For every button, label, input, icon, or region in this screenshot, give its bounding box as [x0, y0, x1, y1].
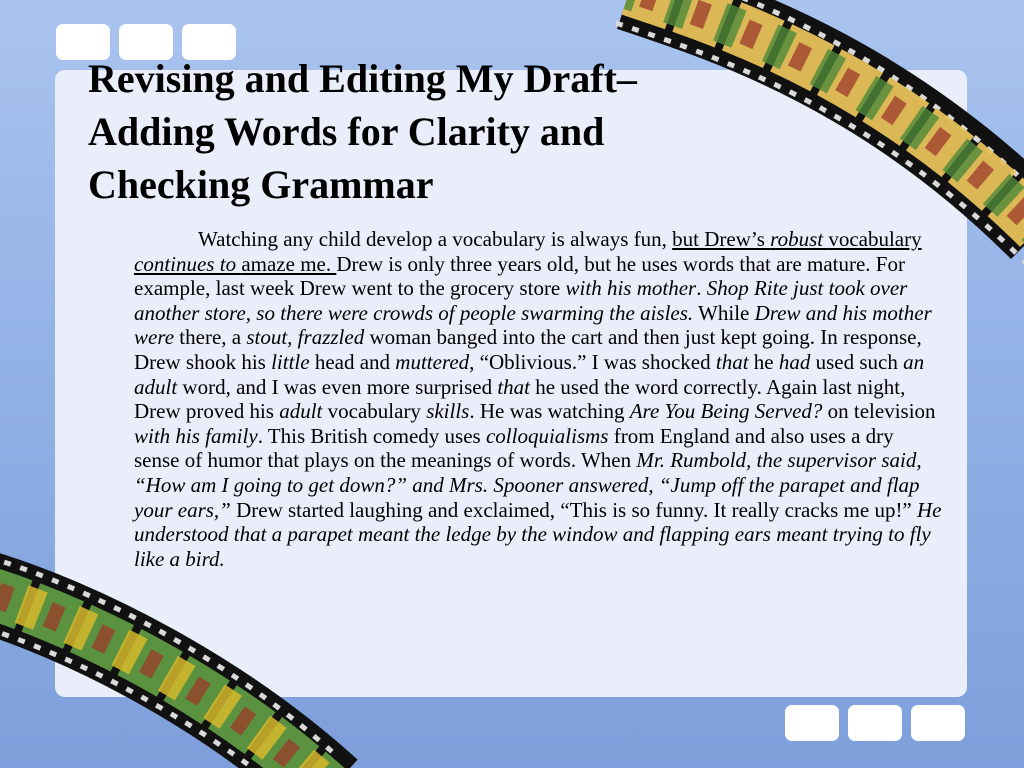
paragraph-run: little — [271, 349, 310, 374]
paragraph-run: word, and I was even more surprised — [177, 374, 498, 399]
paragraph-run: muttered — [395, 349, 470, 374]
corner-tab-6 — [911, 705, 965, 741]
paragraph-run: vocabulary — [828, 227, 922, 251]
paragraph-run: had — [778, 349, 811, 374]
paragraph-run: that — [715, 349, 749, 374]
paragraph-run: on television — [822, 399, 936, 424]
paragraph-run: . He was watching — [469, 399, 630, 424]
paragraph-run: but Drew’s — [672, 227, 771, 251]
paragraph-run: that — [497, 374, 531, 399]
paragraph-run: He understood that a parapet meant the ledge by the window and flapping ears meant trying to fly like a bird. — [134, 497, 942, 571]
corner-tab-5 — [848, 705, 902, 741]
paragraph-run: continues to — [134, 251, 242, 276]
paragraph-run: vocabulary — [322, 399, 427, 424]
paragraph-run: Mr. Rumbold, the supervisor said, “How am I going to get down?” and Mrs. Spooner answered, “Jump off the parapet and flap your ears,” — [134, 448, 922, 522]
paragraph-run: used such — [810, 349, 904, 374]
paragraph-run: an adult — [134, 349, 925, 399]
paragraph-run: he — [748, 349, 779, 374]
paragraph-run: robust — [770, 227, 829, 251]
paragraph-run: with his mother — [565, 276, 697, 301]
paragraph-run: he used the word correctly. Again last night, Drew proved his — [134, 374, 906, 424]
paragraph-run: Drew is only three years old, but he uses words that are mature. For example, last week Drew went to the grocery store — [134, 251, 905, 301]
paragraph-run: stout, frazzled — [246, 325, 365, 350]
paragraph-run: woman banged into the cart and then just kept going. In response, Drew shook his — [134, 325, 922, 374]
paragraph-run: there, a — [174, 325, 247, 350]
paragraph-run: While — [693, 300, 755, 325]
paragraph-run: , “Oblivious.” I was shocked — [469, 349, 716, 374]
paragraph-run: . — [696, 276, 707, 301]
slide-title: Revising and Editing My Draft– Adding Words for Clarity and Checking Grammar — [88, 56, 637, 207]
paragraph-run: adult — [279, 399, 323, 424]
paragraph-run: amaze me. — [241, 251, 337, 276]
paragraph-run: Drew started laughing and exclaimed, “This is so funny. It really cracks me up!” — [230, 497, 918, 522]
body-paragraph — [134, 227, 944, 571]
paragraph-run: Watching any child develop a vocabulary is always fun, — [198, 227, 673, 251]
paragraph-run: head and — [309, 349, 396, 374]
paragraph-run: colloquialisms — [485, 423, 609, 448]
paragraph-run: Shop Rite just took over another store, so there were crowds of people swarming the aisles. — [134, 276, 908, 325]
paragraph-run: Are You Being Served? — [629, 399, 823, 424]
paragraph-run: from England and also uses a dry sense of humor that plays on the meanings of words. When — [134, 423, 894, 473]
paragraph-run: Drew and his mother were — [134, 300, 932, 350]
paragraph-run: skills — [426, 399, 470, 424]
corner-tab-4 — [785, 705, 839, 741]
paragraph-run: . This British comedy uses — [257, 423, 486, 448]
paragraph-run: with his family — [134, 423, 258, 448]
